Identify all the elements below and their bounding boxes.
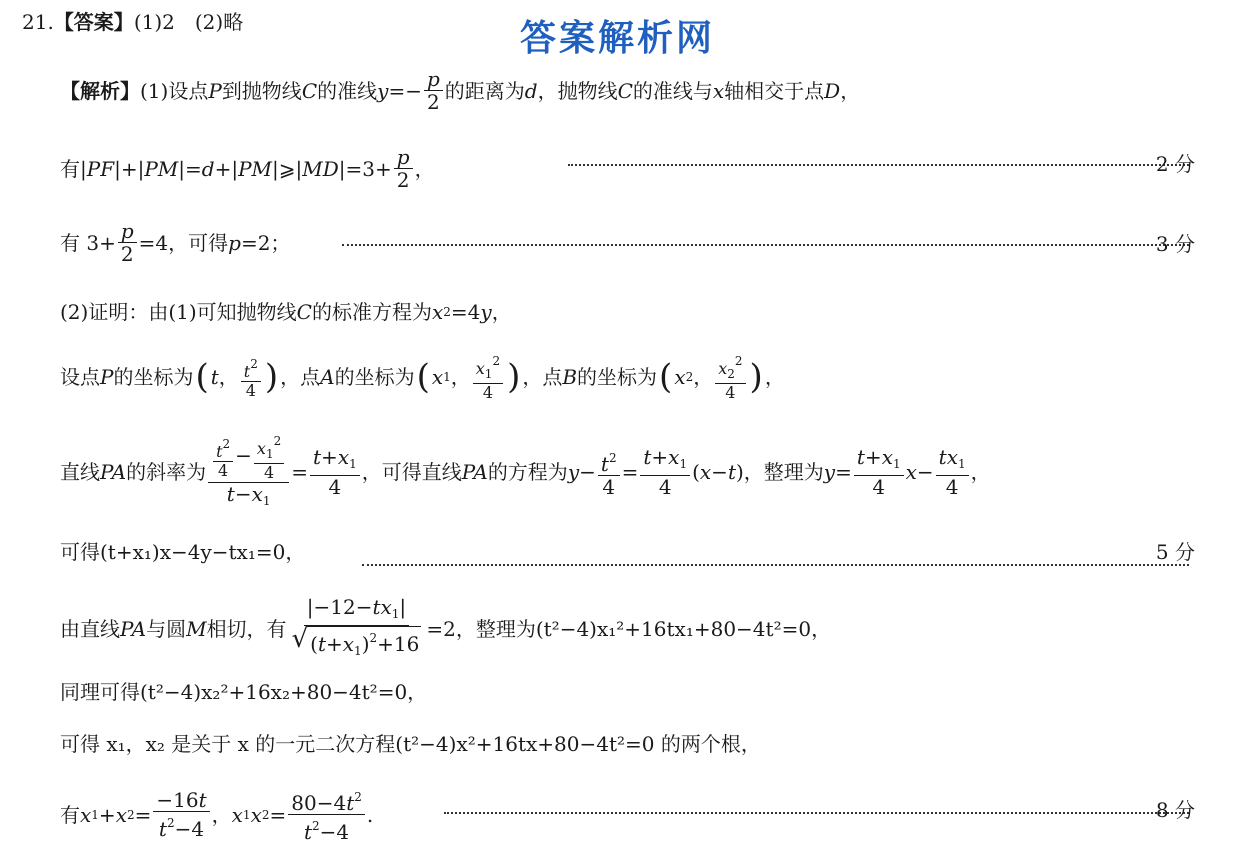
analysis-line-5: 设点 P 的坐标为 ( t ， $\frac{t^2}{4}$ ) ，点 A 的坐标为 ( x 1 ， $\frac{x_1^2}{4}$ ) ，点 B 的坐标为 ( x 2 ， $\frac{x_2^2}{4}$ ) ， xyxy=(60,354,785,402)
fraction-p-over-2: $\frac{p}{2}$ xyxy=(118,220,137,265)
text: (t²−4)x₁²+16tx₁+80−4t²=0， xyxy=(535,617,832,641)
text: =− xyxy=(388,78,422,103)
text: ，可得直线 xyxy=(361,460,462,484)
answer-text: (1)2 (2)略 xyxy=(133,10,244,34)
text: ， xyxy=(764,365,785,389)
text: 的坐标为 xyxy=(113,365,194,389)
dot-leader xyxy=(342,244,1189,246)
watermark: 答案解析网 xyxy=(520,18,716,59)
answer-tag: 【答案】 xyxy=(53,10,134,34)
text: =2，整理为 xyxy=(426,617,536,641)
score-2: 2 分 xyxy=(1155,152,1195,176)
analysis-tag: 【解析】 xyxy=(60,78,140,103)
text: 的标准方程为 xyxy=(311,300,432,324)
text: ，点 xyxy=(280,365,321,389)
text: =4 xyxy=(450,300,481,324)
text: 直线 xyxy=(60,460,100,484)
dot-leader xyxy=(362,564,1189,566)
analysis-line-11: 有 x 1 + x 2 = $\frac{-16t}{t^2-4}$ ， x 1 x 2 = $\frac{80-4t^2}{t^2-4}$ . xyxy=(60,788,374,844)
fraction-p-over-2: $\frac{p}{2}$ xyxy=(394,146,413,191)
text: 的坐标为 xyxy=(334,365,415,389)
text: 有 xyxy=(60,802,80,827)
distance-fraction: $|-12-tx_1|$ √ $(t+x_1)^2+16$ xyxy=(289,596,425,662)
analysis-line-9: 同理可得(t²−4)x₂²+16x₂+80−4t²=0， xyxy=(60,680,428,704)
text: ， xyxy=(414,156,435,181)
text: +| xyxy=(214,156,239,181)
text: 的准线与 xyxy=(632,78,713,103)
question-header xyxy=(22,10,243,34)
text: ， xyxy=(211,802,232,827)
score-5: 5 分 xyxy=(1155,540,1195,564)
question-number: 21. xyxy=(22,10,54,34)
slope-fraction: $\frac{t^2}{4}$ − $\frac{x_1^2}{4}$ $t-x_1$ xyxy=(208,432,289,512)
analysis-line-3: 有 3+ $\frac{p}{2}$ =4，可得 p =2； xyxy=(60,219,291,266)
text: 相切，有 xyxy=(206,617,287,641)
dot-leader xyxy=(444,812,1189,814)
analysis-line-8: 由直线 PA 与圆 M 相切，有 $|-12-tx_1|$ √ $(t+x_1)^2+16$ =2，整理为 (t²−4)x₁²+16tx₁+80−4t²=0， xyxy=(60,596,831,662)
text: (1)设点 xyxy=(140,78,209,103)
analysis-line-4: (2)证明：由(1)可知抛物线 C 的标准方程为 x 2 =4 y ， xyxy=(60,300,512,324)
text: 由直线 xyxy=(60,617,120,641)
text: 的距离为 xyxy=(444,78,525,103)
text: 的准线 xyxy=(317,78,378,103)
fraction-p-over-2: $\frac{p}{2}$ xyxy=(424,68,443,113)
text: ， xyxy=(840,78,861,103)
text: 有| xyxy=(60,156,87,181)
dot-leader xyxy=(568,164,1189,166)
text: . xyxy=(366,802,374,827)
text: 的方程为 xyxy=(487,460,568,484)
text: 的斜率为 xyxy=(126,460,207,484)
score-3: 3 分 xyxy=(1155,232,1195,256)
text: 的坐标为 xyxy=(577,365,658,389)
text: 轴相交于点 xyxy=(724,78,825,103)
analysis-line-10: 可得 x₁，x₂ 是关于 x 的一元二次方程(t²−4)x²+16tx+80−4t²=0 的两个根， xyxy=(60,732,761,756)
text: =2； xyxy=(240,230,291,255)
text: 到抛物线 xyxy=(221,78,302,103)
text: ，抛物线 xyxy=(537,78,618,103)
text: |=3+ xyxy=(338,156,392,181)
text: |= xyxy=(178,156,202,181)
analysis-line-7: 可得(t+x₁)x−4y−tx₁=0， xyxy=(60,540,306,564)
analysis-line-6: 直线 PA 的斜率为 $\frac{t^2}{4}$ − $\frac{x_1^2}{4}$ $t-x_1$ = $\frac{t+x_1}{4}$ ，可得直线 PA 的方程为 y − $\frac{t^2}{4}$ = $\frac{t+x_1}{4}$ ( x − t ) ，整理为 y = $\frac{t+x_1}{4}$ x − $\frac{tx_1}{4}$ ， xyxy=(60,432,991,512)
text: 有 3+ xyxy=(60,230,116,255)
score-8: 8 分 xyxy=(1155,798,1195,822)
text: |+| xyxy=(114,156,145,181)
analysis-line-2: 有| PF |+| PM |= d +| PM |⩾| MD |=3+ $\frac{p}{2}$ ， xyxy=(60,145,435,192)
text: (2)证明：由(1)可知抛物线 xyxy=(60,300,297,324)
text: ， xyxy=(970,460,991,484)
analysis-line-1: 【解析】 (1)设点 P 到抛物线 C 的准线 y =− $\frac{p}{2}$ 的距离为 d ，抛物线 C 的准线与 x 轴相交于点 D ， xyxy=(60,67,861,114)
text: 设点 xyxy=(60,365,100,389)
text: ，整理为 xyxy=(743,460,824,484)
text: ， xyxy=(491,300,512,324)
text: 与圆 xyxy=(146,617,187,641)
text: ，点 xyxy=(522,365,563,389)
text: |⩾| xyxy=(272,156,303,181)
text: =4，可得 xyxy=(138,230,229,255)
